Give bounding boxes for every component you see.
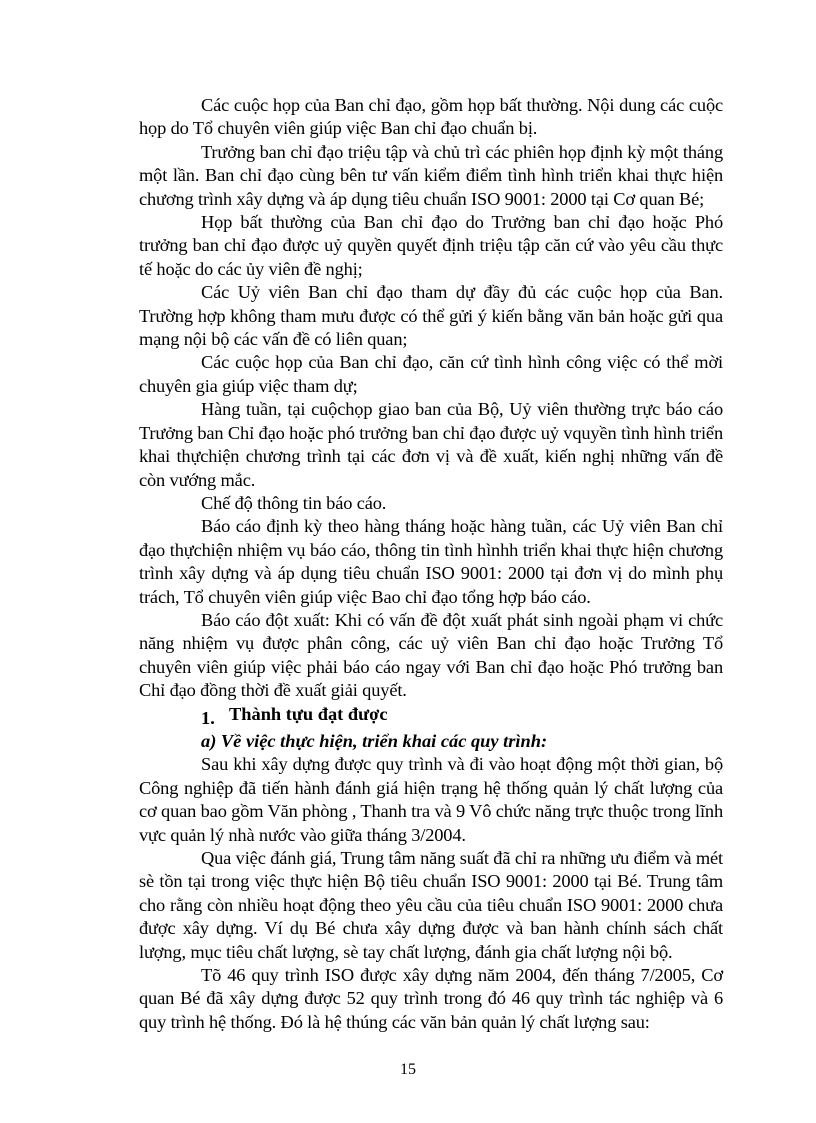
section-heading	[139, 703, 723, 730]
paragraph-meetings: Các cuộc họp của Ban chỉ đạo, gồm họp bất thường. Nội dung các cuộc họp do Tổ chuyên viên giúp việc Ban chỉ đạo chuẩn bị.	[139, 95, 723, 139]
paragraph-procedures-count: Tõ 46 quy trình ISO được xây dựng năm 2004, đến tháng 7/2005, Cơ quan Bé đã xây dựng được 52 quy trình trong đó 46 quy trình tác nghiệp và 6 quy trình hệ thống. Đó là hệ thúng các văn bản quản lý chất lượng sau:	[139, 965, 723, 1032]
document-page	[139, 94, 723, 1034]
paragraph-member-attendance: Các Uỷ viên Ban chỉ đạo tham dự đầy đủ các cuộc họp của Ban. Trường hợp không tham mưu được có thể gửi ý kiến bằng văn bản hoặc gửi qua mạng nội bộ các vấn đề có liên quan;	[139, 282, 723, 350]
paragraph-weekly-briefing: Hàng tuần, tại cuộchọp giao ban của Bộ, Uỷ viên thường trực báo cáo Trưởng ban Chỉ đạo hoặc phó trưởng ban chỉ đạo được uỷ vquyền tình hình triển khai thựchiện chương trình tại các đơn vị và đề xuất, kiến nghị những vấn đề còn vướng mắc.	[139, 399, 723, 490]
paragraph-periodic-report: Báo cáo định kỳ theo hàng tháng hoặc hàng tuần, các Uỷ viên Ban chỉ đạo thựchiện nhiệm vụ báo cáo, thông tin tình hìnhh triển khai thực hiện chương trình xây dựng và áp dụng tiêu chuẩn ISO 9001: 2000 tại đơn vị do mình phụ trách, Tổ chuyên viên giúp việc Bao chỉ đạo tổng hợp báo cáo.	[139, 516, 723, 607]
subsection-heading	[139, 730, 723, 753]
paragraph-adhoc-report: Báo cáo đột xuất: Khi có vấn đề đột xuất phát sinh ngoài phạm vi chức năng nhiệm vụ được phân công, các uỷ viên Ban chỉ đạo hoặc Trưởng Tổ chuyên viên giúp việc phải báo cáo ngay với Ban chỉ đạo hoặc Phó trưởng ban Chỉ đạo đồng thời đề xuất giải quyết.	[139, 609, 723, 701]
page-number: 15	[400, 1061, 416, 1078]
paragraph-assessment: Sau khi xây dựng được quy trình và đi vào hoạt động một thời gian, bộ Công nghiệp đã tiến hành đánh giá hiện trạng hệ thống quản lý chất lượng của cơ quan bao gồm Văn phòng , Thanh tra và 9 Vô chức năng trực thuộc trong lĩnh vực quản lý nhà nước vào giữa tháng 3/2004.	[139, 754, 724, 845]
paragraph-evaluation-results: Qua việc đánh giá, Trung tâm năng suất đã chỉ ra những ưu điểm và mét sè tồn tại trong việc thực hiện Bộ tiêu chuẩn ISO 9001: 2000 tại Bé. Trung tâm cho rằng còn nhiều hoạt động theo yêu cầu của tiêu chuẩn ISO 9001: 2000 chưa được xây dựng. Ví dụ Bé chưa xây dựng được và ban hành chính sách chất lượng, mục tiêu chất lượng, sè tay chất lượng, đánh gia chất lượng nội bộ.	[139, 848, 723, 962]
section-title: Thành tựu đạt được	[229, 703, 388, 724]
subsection-title: a) Về việc thực hiện, triển khai các quy trình:	[201, 730, 548, 751]
paragraph-extraordinary-meetings: Họp bất thường của Ban chỉ đạo do Trưởng ban chỉ đạo hoặc Phó trưởng ban chỉ đạo được uỷ quyền quyết định triệu tập căn cứ vào yêu cầu thực tế hoặc do các ủy viên đề nghị;	[139, 212, 723, 279]
paragraph-periodic-meetings: Trưởng ban chỉ đạo triệu tập và chủ trì các phiên họp định kỳ một tháng một lần. Ban chỉ đạo cùng bên tư vấn kiểm điểm tình hình triển khai thực hiện chương trình xây dựng và áp dụng tiêu chuẩn ISO 9001: 2000 tại Cơ quan Bé;	[139, 141, 723, 209]
section-number: 1.	[201, 707, 215, 728]
paragraph-experts: Các cuộc họp của Ban chỉ đạo, căn cứ tình hình công việc có thể mời chuyên gia giúp việc tham dự;	[139, 352, 723, 396]
paragraph-reporting-regime: Chế độ thông tin báo cáo.	[201, 492, 387, 513]
